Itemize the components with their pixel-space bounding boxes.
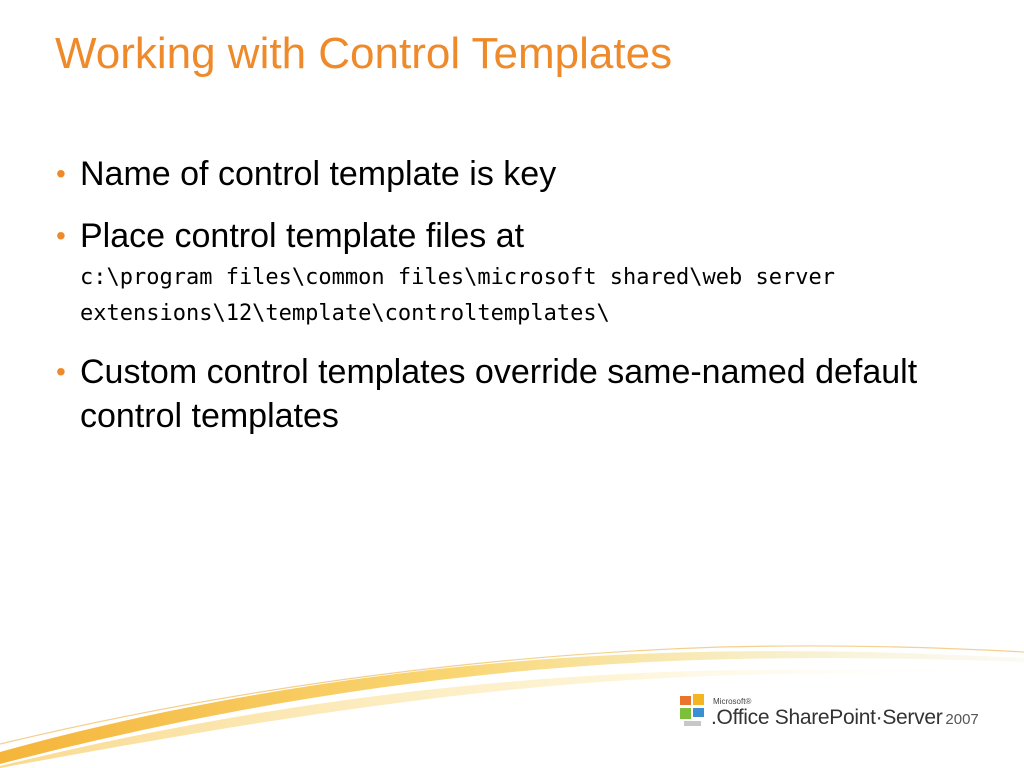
bullet-text: Name of control template is key (80, 155, 557, 193)
product-year: 2007 (945, 711, 979, 728)
bullet-text: Place control template files at (80, 217, 525, 255)
file-path: c:\program files\common files\microsoft shared\web server extensions\12\template\controltemplates\ (80, 265, 835, 326)
bullet-marker: • (56, 356, 66, 387)
product-name (711, 697, 979, 730)
bullet-text: Custom control templates override same-named default control templates (80, 353, 918, 435)
bullet-item (56, 152, 976, 196)
microsoft-brand: Microsoft® (713, 697, 752, 706)
product-label: .Office SharePoint·Server (711, 706, 943, 729)
bullet-item (56, 214, 976, 332)
bullet-marker: • (56, 220, 66, 251)
slide-title: Working with Control Templates (55, 29, 673, 78)
office-logo-icon (678, 692, 708, 730)
bullet-list (56, 152, 976, 456)
office-sharepoint-logo (678, 686, 979, 730)
bullet-item (56, 350, 976, 438)
bullet-marker: • (56, 158, 66, 189)
